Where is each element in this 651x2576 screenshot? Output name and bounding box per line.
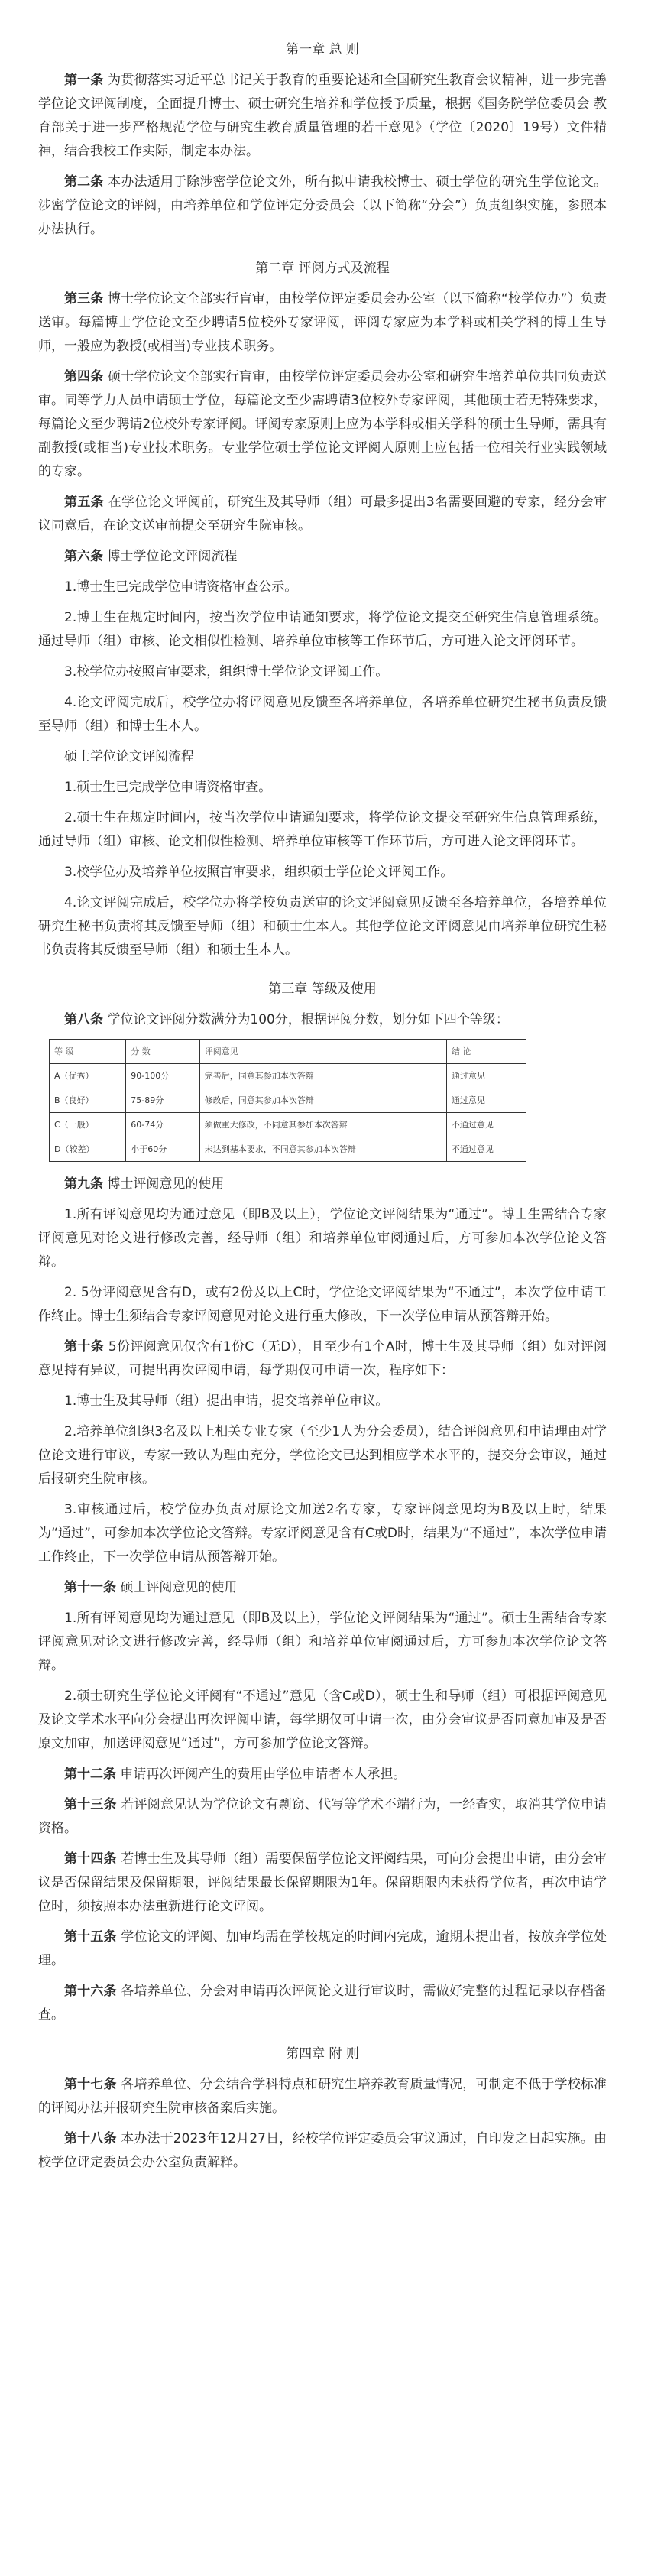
chapter-title: 第一章 总 则 — [286, 42, 359, 57]
table-row — [50, 1113, 526, 1137]
article-heading — [38, 776, 607, 800]
article-text: 学位论文的评阅、加审均需在学校规定的时间内完成，逾期未提出者，按放弃学位处理。 — [38, 1929, 607, 1968]
article-number: 第十五条 — [64, 1929, 117, 1945]
article-text: 若博士生及其导师（组）需要保留学位论文评阅结果，可向分会提出申请，由分会审议是否保留结果及保留期限，评阅结果最长保留期限为1年。保留期限内未获得学位者，再次申请学位时，须按照本办法重新进行论文评阅。 — [38, 1851, 607, 1914]
table-header-cell: 等 级 — [50, 1040, 126, 1064]
list-item: 3.校学位办按照盲审要求，组织博士学位论文评阅工作。 — [64, 664, 389, 680]
article-text: 若评阅意见认为学位论文有剽窃、代写等学术不端行为，一经查实，取消其学位申请资格。 — [38, 1797, 607, 1836]
article-text: 在学位论文评阅前，研究生及其导师（组）可最多提出3名需要回避的专家，经分会审议同意后，在论文送审前提交至研究生院审核。 — [38, 495, 607, 534]
article-paragraph — [38, 69, 607, 164]
article-paragraph — [38, 491, 607, 538]
table-cell: 不通过意见 — [446, 1137, 526, 1162]
article-text: 5份评阅意见仅含有1份C（无D），且至少有1个A时，博士生及其导师（组）如对评阅意见持有异议，可提出再次评阅申请，每学期仅可申请一次，程序如下： — [38, 1339, 607, 1378]
article-text: 各培养单位、分会对申请再次评阅论文进行审议时，需做好完整的过程记录以存档备查。 — [38, 1984, 607, 2023]
article-number: 第十七条 — [64, 2077, 117, 2092]
list-item: 2.博士生在规定时间内，按当次学位申请通知要求，将学位论文提交至研究生信息管理系统。通过导师（组）审核、论文相似性检测、培养单位审核等工作环节后，方可进入论文评阅环节。 — [38, 610, 607, 649]
article-heading — [38, 1576, 607, 1600]
article-number: 第五条 — [64, 495, 105, 510]
table-cell: 未达到基本要求，不同意其参加本次答辩 — [199, 1137, 446, 1162]
article-number: 第十八条 — [64, 2131, 117, 2146]
article-number: 第一条 — [64, 73, 104, 88]
article-text: 为贯彻落实习近平总书记关于教育的重要论述和全国研究生教育会议精神，进一步完善学位论文评阅制度，全面提升博士、硕士研究生培养和学位授予质量，根据《国务院学位委员会 教育部关于进一步严格规范学位与研究生教育质量管理的若干意见》（学位〔2020〕19号）文件精神，结合我校工作实际，制定本办法。 — [38, 73, 607, 159]
article-text: 博士学位论文全部实行盲审，由校学位评定委员会办公室（以下简称“校学位办”）负责送审。每篇博士学位论文至少聘请5位校外专家评阅，评阅专家应为本学科或相关学科的博士生导师，一般应为教授(或相当)专业技术职务。 — [38, 291, 607, 354]
table-cell: 75-89分 — [126, 1088, 199, 1113]
list-item: 2.培养单位组织3名及以上相关专业专家（至少1人为分会委员），结合评阅意见和申请理由对学位论文进行审议，专家一致认为理由充分，学位论文已达到相应学术水平的，提交分会审议，通过后报研究生院审核。 — [38, 1424, 607, 1487]
table-cell: D（较差） — [50, 1137, 126, 1162]
article-paragraph — [38, 2127, 607, 2175]
article-number: 第十三条 — [64, 1797, 117, 1812]
table-cell: 修改后，同意其参加本次答辩 — [199, 1088, 446, 1113]
table-header-cell: 评阅意见 — [199, 1040, 446, 1064]
chapter-title: 第二章 评阅方式及流程 — [255, 261, 390, 276]
list-item: 2.硕士生在规定时间内，按当次学位申请通知要求，将学位论文提交至研究生信息管理系统，通过导师（组）审核、论文相似性检测、培养单位审核等工作环节后，方可进入论文评阅环节。 — [38, 810, 607, 849]
article-paragraph — [38, 1848, 607, 1919]
article-text: 各培养单位、分会结合学科特点和研究生培养教育质量情况，可制定不低于学校标准的评阅办法并报研究生院审核备案后实施。 — [38, 2077, 607, 2116]
list-item: 1.所有评阅意见均为通过意见（即B及以上），学位论文评阅结果为“通过”。硕士生需结合专家评阅意见对论文进行修改完善，经导师（组）和培养单位审阅通过后，方可参加本次学位论文答辩。 — [38, 1611, 607, 1673]
article-text: 博士评阅意见的使用 — [107, 1176, 225, 1192]
article-number: 第四条 — [64, 369, 104, 384]
list-item: 1.博士生及其导师（组）提出申请，提交培养单位审议。 — [64, 1393, 389, 1409]
table-cell: 完善后，同意其参加本次答辩 — [199, 1064, 446, 1088]
article-number: 第二条 — [64, 174, 104, 190]
list-item: 4.论文评阅完成后，校学位办将评阅意见反馈至各培养单位，各培养单位研究生秘书负责反馈至导师（组）和博士生本人。 — [38, 695, 607, 734]
table-cell: C（一般） — [50, 1113, 126, 1137]
chapter-title: 第三章 等级及使用 — [268, 981, 377, 997]
article-text: 1.硕士生已完成学位申请资格审查。 — [64, 780, 272, 795]
chapter-title: 第四章 附 则 — [286, 2046, 359, 2062]
table-cell: B（良好） — [50, 1088, 126, 1113]
table-cell: 不通过意见 — [446, 1113, 526, 1137]
article-number: 第十四条 — [64, 1851, 117, 1867]
article-text: 硕士评阅意见的使用 — [120, 1580, 238, 1595]
article-number: 第九条 — [64, 1176, 103, 1192]
table-cell: 通过意见 — [446, 1064, 526, 1088]
table-row — [50, 1088, 526, 1113]
grade-table — [49, 1039, 526, 1162]
article-text: 本办法于2023年12月27日，经校学位评定委员会审议通过，自印发之日起实施。由校学位评定委员会办公室负责解释。 — [38, 2131, 607, 2170]
article-paragraph — [38, 1980, 607, 2027]
table-cell: 60-74分 — [126, 1113, 199, 1137]
table-row — [50, 1064, 526, 1088]
table-cell: 通过意见 — [446, 1088, 526, 1113]
article-text: 本办法适用于除涉密学位论文外，所有拟申请我校博士、硕士学位的研究生学位论文。涉密学位论文的评阅，由培养单位和学位评定分委员会（以下简称“分会”）负责组织实施，参照本办法执行。 — [38, 174, 607, 237]
article-paragraph — [38, 2073, 607, 2120]
article-paragraph — [38, 170, 607, 242]
article-number: 第十二条 — [64, 1767, 116, 1782]
article-number: 第三条 — [64, 291, 104, 307]
article-number: 第十一条 — [64, 1580, 116, 1595]
article-paragraph — [38, 545, 607, 569]
table-cell: 须做重大修改，不同意其参加本次答辩 — [199, 1113, 446, 1137]
article-text: 硕士学位论文全部实行盲审，由校学位评定委员会办公室和研究生培养单位共同负责送审。同等学力人员申请硕士学位，每篇论文至少需聘请3位校外专家评阅，其他硕士若无特殊要求，每篇论文至少聘请2位校外专家评阅。评阅专家原则上应为本学科或相关学科的硕士生导师，需具有副教授(或相当)专业技术职务。专业学位硕士学位论文评阅人原则上应包括一位相关行业实践领域的专家。 — [38, 369, 607, 479]
article-heading — [38, 576, 607, 599]
article-paragraph — [38, 1793, 607, 1841]
article-paragraph — [38, 1763, 607, 1786]
article-text: 博士学位论文评阅流程 — [107, 549, 238, 564]
article-text: 申请再次评阅产生的费用由学位申请者本人承担。 — [120, 1767, 406, 1782]
table-cell: 小于60分 — [126, 1137, 199, 1162]
article-number: 第十条 — [64, 1339, 105, 1355]
article-number: 第十六条 — [64, 1984, 117, 1999]
article-heading — [38, 1173, 607, 1196]
article-text: 1.博士生已完成学位申请资格审查公示。 — [64, 579, 298, 595]
list-item: 4.论文评阅完成后，校学位办将学校负责送审的论文评阅意见反馈至各培养单位，各培养单位研究生秘书负责将其反馈至导师（组）和硕士生本人。其他学位论文评阅意见由培养单位研究生秘书负责将其反馈至导师（组）和硕士生本人。 — [38, 895, 607, 958]
article-paragraph — [38, 1335, 607, 1383]
list-item: 2. 5份评阅意见含有D，或有2份及以上C时，学位论文评阅结果为“不通过”，本次学位申请工作终止。博士生须结合专家评阅意见对论文进行重大修改，下一次学位申请从预答辩开始。 — [38, 1285, 607, 1324]
table-header-row — [50, 1040, 526, 1064]
list-item: 3.校学位办及培养单位按照盲审要求，组织硕士学位论文评阅工作。 — [64, 865, 454, 880]
article-text: 学位论文评阅分数满分为100分，根据评阅分数，划分如下四个等级： — [107, 1012, 509, 1027]
article-number: 第六条 — [64, 549, 103, 564]
table-row — [50, 1137, 526, 1162]
table-header-cell: 分 数 — [126, 1040, 199, 1064]
article-paragraph — [38, 1008, 607, 1032]
table-header-cell: 结 论 — [446, 1040, 526, 1064]
table-cell: A（优秀） — [50, 1064, 126, 1088]
list-item: 1.所有评阅意见均为通过意见（即B及以上），学位论文评阅结果为“通过”。博士生需结合专家评阅意见对论文进行修改完善，经导师（组）和培养单位审阅通过后，方可参加本次学位论文答辩。 — [38, 1207, 607, 1270]
table-cell: 90-100分 — [126, 1064, 199, 1088]
list-item: 3.审核通过后，校学位办负责对原论文加送2名专家，专家评阅意见均为B及以上时，结果为“通过”，可参加本次学位论文答辩。专家评阅意见含有C或D时，结果为“不通过”，本次学位申请工作终止，下一次学位申请从预答辩开始。 — [38, 1502, 607, 1565]
article-number: 第八条 — [64, 1012, 103, 1027]
article-paragraph — [38, 287, 607, 358]
list-item: 2.硕士研究生学位论文评阅有“不通过”意见（含C或D），硕士生和导师（组）可根据评阅意见及论文学术水平向分会提出再次评阅申请，每学期仅可申请一次，由分会审议是否同意加审及是否原文加审，加送评阅意见“通过”，方可参加学位论文答辩。 — [38, 1689, 607, 1751]
article-paragraph — [38, 1926, 607, 1973]
article-paragraph — [38, 365, 607, 484]
list-item: 硕士学位论文评阅流程 — [64, 749, 194, 764]
